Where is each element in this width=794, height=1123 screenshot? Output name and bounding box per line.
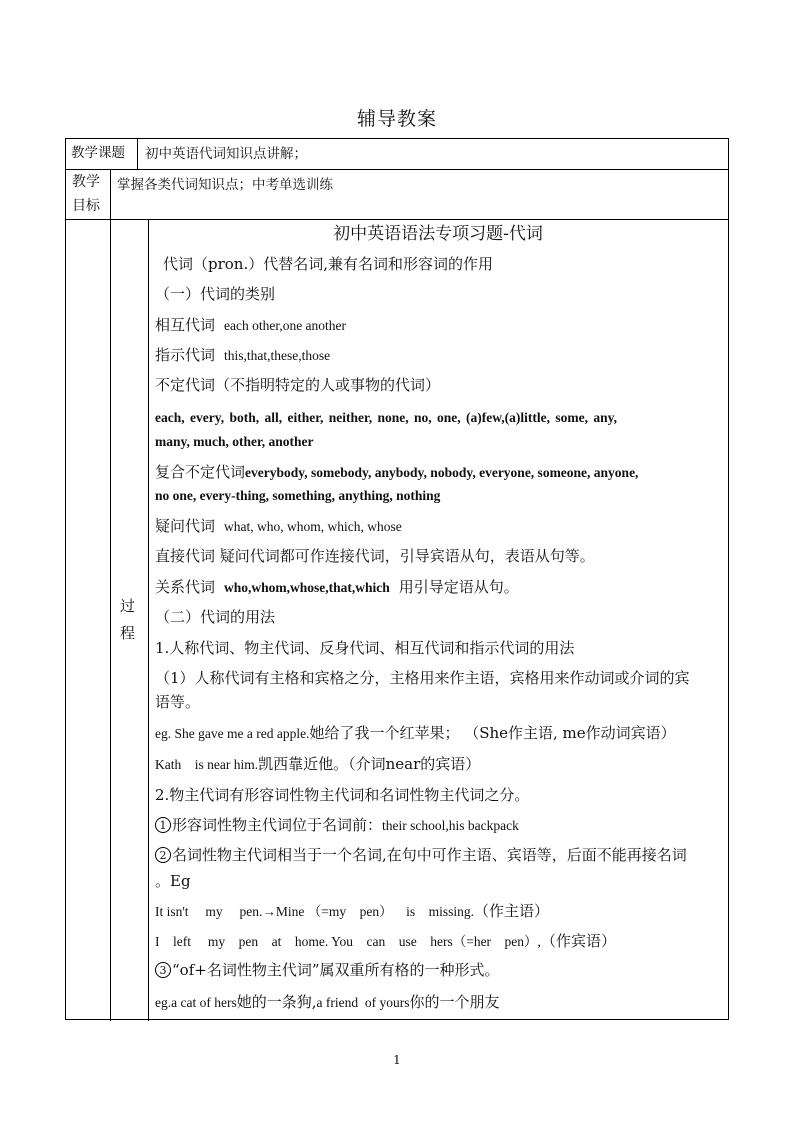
demonstrative-line bbox=[155, 346, 330, 365]
goal-label-line-2: 目标 bbox=[72, 198, 100, 214]
goal-label-line-1: 教学 bbox=[72, 174, 100, 190]
relative-examples: who,whom,whose,that,which bbox=[224, 580, 390, 595]
indefinite-list-1 bbox=[155, 409, 617, 427]
example-5-english-2: a friend of yours bbox=[316, 995, 410, 1010]
possessive-line bbox=[155, 786, 529, 804]
personal-pronoun-line bbox=[155, 669, 690, 687]
compound-examples-1: everybody, somebody, anybody, nobody, everyone, someone, anyone, bbox=[245, 465, 639, 480]
topic-value: 初中英语代词知识点讲解； bbox=[145, 146, 307, 162]
example-5-english-1: eg.a cat of hers bbox=[155, 995, 237, 1010]
relative-usage: 用引导定语从句。 bbox=[398, 578, 519, 596]
category-heading bbox=[155, 285, 275, 303]
page-number: 1 bbox=[393, 1053, 401, 1067]
example-3-english: It isn't my pen.→Mine （=my pen） is missing. bbox=[155, 904, 475, 919]
section-heading: 初中英语语法专项习题-代词 bbox=[333, 224, 543, 244]
indefinite-line bbox=[155, 376, 440, 394]
circled-number-2: 2 bbox=[155, 847, 171, 863]
adjective-possessive-line bbox=[155, 816, 519, 835]
example-1-chinese: 她给了我一个红苹果； （She作主语, me作动词宾语） bbox=[309, 724, 676, 742]
connective-line bbox=[155, 547, 595, 565]
goal-value: 掌握各类代词知识点；中考单选训练 bbox=[117, 177, 333, 193]
example-1-line bbox=[155, 724, 676, 743]
usage-1-text: 1.人称代词、物主代词、反身代词、相互代词和指示代词的用法 bbox=[155, 639, 575, 657]
example-4-line bbox=[155, 932, 616, 951]
demonstrative-label: 指示代词 bbox=[155, 346, 216, 364]
compound-line bbox=[155, 463, 638, 482]
example-5-chinese-1: 她的一条狗, bbox=[236, 993, 317, 1011]
adjective-possessive-examples: their school,his backpack bbox=[382, 818, 519, 833]
example-3-line bbox=[155, 902, 549, 921]
row-divider-1 bbox=[66, 169, 728, 170]
relative-label: 关系代词 bbox=[155, 578, 216, 596]
example-4-english: I left my pen at home. You can use hers（=her pen）, bbox=[155, 934, 541, 949]
possessive-text: 2.物主代词有形容词性物主代词和名词性物主代词之分。 bbox=[155, 786, 530, 804]
usage-1-line bbox=[155, 639, 574, 657]
compound-line-2 bbox=[155, 487, 440, 505]
reciprocal-examples: each other,one another bbox=[224, 318, 347, 333]
adjective-possessive-text: 形容词性物主代词位于名词前： bbox=[172, 816, 383, 834]
interrogative-line bbox=[155, 517, 402, 536]
row-divider-2 bbox=[66, 219, 728, 220]
document-title: 辅导教案 bbox=[356, 108, 437, 130]
example-5-chinese-2: 你的一个朋友 bbox=[409, 993, 500, 1011]
double-possessive-text: “of+名词性物主代词”属双重所有格的一种形式。 bbox=[172, 961, 500, 979]
noun-possessive-line bbox=[155, 846, 687, 864]
example-2-line bbox=[155, 755, 480, 774]
interrogative-label: 疑问代词 bbox=[155, 517, 216, 535]
reciprocal-line bbox=[155, 316, 346, 335]
indefinite-list-2-text: many, much, other, another bbox=[155, 434, 314, 449]
example-2-english: Kath is near him. bbox=[155, 757, 259, 772]
process-label-line-1: 过 bbox=[120, 597, 136, 615]
indefinite-text: 不定代词（不指明特定的人或事物的代词） bbox=[155, 376, 441, 394]
personal-pronoun-line-2 bbox=[155, 693, 200, 711]
col-divider-process-left bbox=[110, 219, 111, 1021]
compound-examples-2: no one, every-thing, something, anything, nothing bbox=[155, 488, 441, 503]
example-3-note: （作主语） bbox=[474, 902, 550, 920]
intro-line bbox=[163, 255, 493, 273]
demonstrative-examples: this,that,these,those bbox=[224, 348, 331, 363]
circled-number-3: 3 bbox=[155, 962, 171, 978]
col-divider-header bbox=[137, 139, 138, 169]
process-label-line-2: 程 bbox=[120, 624, 136, 642]
double-possessive-line bbox=[155, 961, 500, 979]
intro-text: 代词（pron.）代替名词,兼有名词和形容词的作用 bbox=[163, 255, 494, 273]
noun-possessive-text: 名词性物主代词相当于一个名词,在句中可作主语、宾语等，后面不能再接名词 bbox=[172, 846, 687, 864]
col-divider-goal bbox=[110, 169, 111, 219]
example-1-english: eg. She gave me a red apple. bbox=[155, 726, 310, 741]
col-divider-process-right bbox=[148, 219, 149, 1021]
indefinite-list-2 bbox=[155, 433, 314, 451]
reciprocal-label: 相互代词 bbox=[155, 316, 216, 334]
usage-heading bbox=[155, 608, 275, 626]
usage-heading-text: （二）代词的用法 bbox=[155, 608, 276, 626]
topic-label: 教学课题 bbox=[71, 145, 125, 161]
example-2-chinese: 凯西靠近他。（介词near的宾语） bbox=[258, 755, 481, 773]
circled-number-1: 1 bbox=[155, 817, 171, 833]
relative-line bbox=[155, 578, 519, 597]
example-4-note: （作宾语） bbox=[540, 932, 616, 950]
category-heading-text: （一）代词的类别 bbox=[155, 285, 276, 303]
noun-possessive-line-2 bbox=[155, 872, 191, 890]
personal-pronoun-text: （1）人称代词有主格和宾格之分，主格用来作主语，宾格用来作动词或介词的宾 bbox=[155, 669, 690, 687]
example-5-line bbox=[155, 993, 500, 1012]
noun-possessive-text-2: 。Eg bbox=[155, 872, 191, 890]
interrogative-examples: what, who, whom, which, whose bbox=[224, 519, 402, 534]
indefinite-list-1-text: each, every, both, all, either, neither, none, no, one, (a)few,(a)little, some, any, bbox=[155, 410, 617, 425]
personal-pronoun-text-2: 语等。 bbox=[155, 693, 201, 711]
compound-label: 复合不定代词 bbox=[155, 463, 246, 481]
connective-text: 直接代词 疑问代词都可作连接代词，引导宾语从句，表语从句等。 bbox=[155, 547, 595, 565]
